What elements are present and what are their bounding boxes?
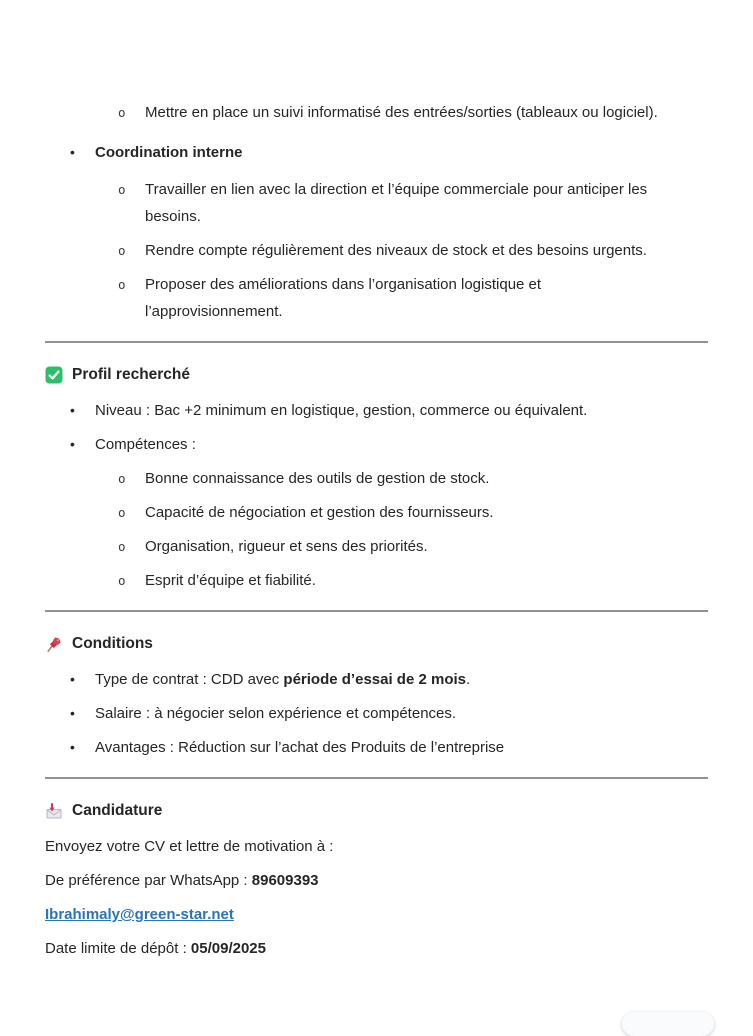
email-line [45,901,708,928]
circle-bullet-marker: o [118,539,126,554]
list-item-text: Type de contrat : CDD avec période d’essai de 2 mois. [95,671,471,688]
list-item-text: Rendre compte régulièrement des niveaux de stock et des besoins urgents. [145,242,647,259]
list-item [45,499,708,526]
section-title: Profil recherché [72,366,191,383]
list-item-text: Proposer des améliorations dans l’organisation logistique et l’approvisionnement. [145,276,542,320]
circle-bullet-marker: o [118,573,126,588]
circle-bullet-marker: o [118,105,126,120]
pushpin-icon [45,635,63,653]
circle-bullet-marker: o [118,471,126,486]
circle-bullet-marker: o [118,505,126,520]
list-item [45,734,708,761]
section-divider [45,341,708,343]
list-item-text: Bonne connaissance des outils de gestion de stock. [145,470,490,487]
section-title: Candidature [72,802,163,819]
list-item [45,700,708,727]
circle-bullet-marker: o [118,277,126,292]
disc-bullet-marker: • [70,144,75,160]
circle-bullet-marker: o [118,182,126,197]
list-item-text: Organisation, rigueur et sens des priorités. [145,538,428,555]
list-item [45,176,708,230]
list-item [45,533,708,560]
list-item [45,99,708,126]
whatsapp-line: De préférence par WhatsApp : 89609393 [45,872,319,889]
list-item [45,666,708,693]
disc-bullet-marker: • [70,739,75,755]
section-heading-profil [45,363,708,387]
list-item-text: Capacité de négociation et gestion des fournisseurs. [145,504,494,521]
list-item-text: Esprit d’équipe et fiabilité. [145,572,316,589]
section-divider [45,777,708,779]
email-link[interactable]: Ibrahimaly@green-star.net [45,906,234,923]
section-heading-conditions [45,632,708,656]
deadline-line: Date limite de dépôt : 05/09/2025 [45,940,266,957]
list-item-text: Travailler en lien avec la direction et l’équipe commerciale pour anticiper les besoins. [145,181,648,225]
list-item [45,465,708,492]
section-title: Conditions [72,635,153,652]
list-item-text: Compétences : [95,436,196,453]
disc-bullet-marker: • [70,705,75,721]
list-item-text: Avantages : Réduction sur l’achat des Produits de l’entreprise [95,739,505,756]
incoming-envelope-icon [45,802,63,820]
list-item [45,567,708,594]
circle-bullet-marker: o [118,243,126,258]
disc-bullet-marker: • [70,671,75,687]
list-item [45,431,708,458]
deadline-date: 05/09/2025 [190,940,266,957]
list-heading-text: Coordination interne [95,144,243,161]
check-icon [45,366,63,384]
list-item [45,271,708,325]
section-heading-candidature [45,799,708,823]
list-item-text: Niveau : Bac +2 minimum en logistique, gestion, commerce ou équivalent. [95,402,588,419]
list-item-heading [45,139,708,166]
section-divider [45,610,708,612]
list-item-text: Mettre en place un suivi informatisé des entrées/sorties (tableaux ou logiciel). [145,104,658,121]
list-item [45,397,708,424]
candidature-intro: Envoyez votre CV et lettre de motivation à : [45,838,334,855]
list-item-text: Salaire : à négocier selon expérience et compétences. [95,705,457,722]
disc-bullet-marker: • [70,436,75,452]
floating-pill-button[interactable] [622,1012,714,1036]
disc-bullet-marker: • [70,402,75,418]
list-item [45,237,708,264]
whatsapp-number: 89609393 [251,872,319,889]
